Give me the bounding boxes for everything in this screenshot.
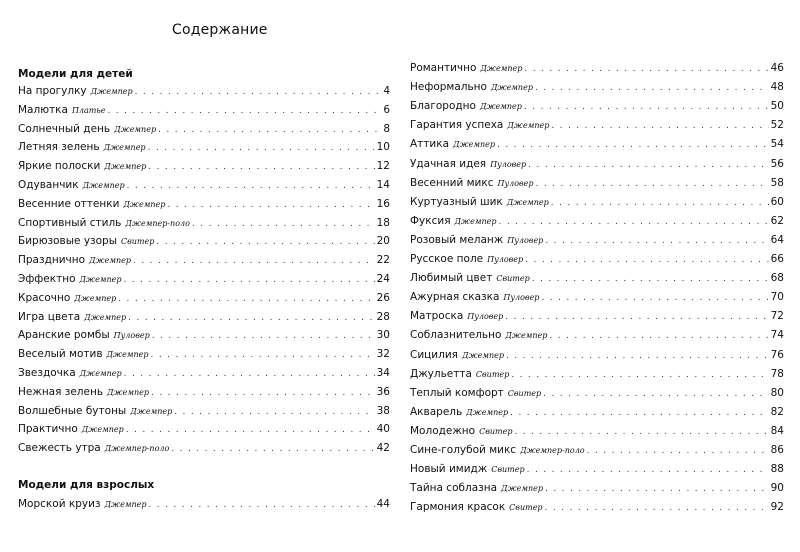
toc-entry bbox=[18, 422, 390, 436]
dot-leader bbox=[107, 104, 381, 118]
dot-leader bbox=[151, 386, 375, 400]
dot-leader bbox=[545, 482, 769, 496]
dot-leader bbox=[506, 349, 769, 363]
entry-title: Бирюзовые узоры bbox=[18, 235, 117, 248]
toc-entry bbox=[410, 195, 784, 209]
entry-page-number: 6 bbox=[383, 103, 390, 116]
entry-title: Сине-голубой микс bbox=[410, 444, 517, 456]
entry-garment-type: Джемпер bbox=[507, 121, 550, 131]
entry-page-number: 44 bbox=[376, 498, 390, 510]
entry-title: Фуксия bbox=[410, 214, 451, 227]
entry-garment-type: Джемпер bbox=[84, 312, 127, 322]
dot-leader bbox=[133, 254, 375, 268]
entry-title: Удачная идея bbox=[410, 157, 487, 170]
dot-leader bbox=[587, 444, 769, 458]
entry-page-number: 32 bbox=[376, 348, 390, 361]
entry-garment-type: Пуловер bbox=[490, 159, 527, 169]
toc-entry bbox=[18, 441, 390, 455]
entry-page-number: 24 bbox=[376, 273, 390, 285]
toc-entry bbox=[18, 159, 390, 173]
toc-entry bbox=[410, 462, 784, 476]
dot-leader bbox=[527, 463, 769, 477]
toc-entry bbox=[410, 176, 784, 190]
entry-page-number: 10 bbox=[376, 141, 390, 154]
entry-page-number: 58 bbox=[770, 176, 784, 189]
entry-title: Малютка bbox=[18, 103, 68, 116]
dot-leader bbox=[124, 367, 375, 381]
dot-leader bbox=[541, 291, 768, 305]
entry-page-number: 14 bbox=[376, 179, 390, 191]
toc-entry bbox=[18, 253, 390, 267]
entry-title: Весенние оттенки bbox=[18, 197, 120, 210]
toc-entry bbox=[410, 386, 784, 400]
dot-leader bbox=[497, 138, 769, 152]
entry-page-number: 38 bbox=[376, 404, 390, 417]
section-heading-kids: Модели для детей bbox=[18, 68, 133, 80]
toc-entry bbox=[410, 99, 784, 113]
entry-title: Волшебные бутоны bbox=[18, 404, 127, 417]
dot-leader bbox=[152, 329, 375, 343]
toc-entry bbox=[18, 497, 390, 511]
toc-entry bbox=[18, 385, 390, 399]
section-heading-adults: Модели для взрослых bbox=[18, 479, 155, 491]
entry-garment-type: Джемпер bbox=[104, 500, 147, 509]
entry-garment-type: Джемпер bbox=[501, 484, 543, 494]
entry-title: Ажурная сказка bbox=[410, 291, 500, 304]
entry-page-number: 4 bbox=[383, 85, 390, 97]
dot-leader bbox=[192, 217, 375, 231]
entry-garment-type: Джемпер-поло bbox=[125, 218, 190, 228]
entry-page-number: 52 bbox=[770, 119, 784, 132]
entry-page-number: 88 bbox=[770, 463, 784, 476]
entry-garment-type: Джемпер bbox=[81, 425, 124, 435]
entry-garment-type: Джемпер bbox=[479, 102, 522, 112]
entry-title: Молодежно bbox=[410, 424, 476, 437]
toc-entry bbox=[410, 405, 784, 419]
entry-title: Морской круиз bbox=[18, 498, 101, 510]
entry-page-number: 12 bbox=[376, 160, 390, 173]
dot-leader bbox=[528, 158, 768, 172]
entry-page-number: 66 bbox=[770, 253, 784, 265]
entry-garment-type: Джемпер bbox=[490, 83, 533, 93]
entry-page-number: 78 bbox=[770, 367, 784, 380]
dot-leader bbox=[535, 81, 769, 95]
entry-page-number: 48 bbox=[770, 81, 784, 94]
dot-leader bbox=[148, 160, 374, 174]
entry-title: Красочно bbox=[18, 291, 71, 304]
dot-leader bbox=[126, 423, 375, 437]
toc-entry bbox=[410, 61, 784, 75]
entry-page-number: 72 bbox=[770, 310, 784, 323]
dot-leader bbox=[532, 272, 769, 286]
dot-leader bbox=[123, 273, 374, 287]
entry-garment-type: Пуловер bbox=[503, 293, 540, 303]
entry-page-number: 74 bbox=[770, 329, 784, 342]
entry-title: Солнечный день bbox=[18, 122, 111, 135]
entry-garment-type: Пуловер bbox=[497, 178, 534, 188]
entry-page-number: 50 bbox=[770, 100, 784, 113]
entry-title: Теплый комфорт bbox=[410, 386, 504, 399]
dot-leader bbox=[499, 215, 769, 229]
entry-page-number: 30 bbox=[376, 329, 390, 342]
toc-entry bbox=[410, 137, 784, 151]
toc-entry bbox=[18, 84, 390, 98]
dot-leader bbox=[510, 406, 768, 420]
toc-entry bbox=[18, 216, 390, 230]
dot-leader bbox=[156, 235, 374, 249]
toc-entry bbox=[18, 234, 390, 248]
entry-title: Летняя зелень bbox=[18, 141, 100, 154]
entry-garment-type: Свитер bbox=[507, 388, 542, 398]
toc-entry bbox=[410, 481, 784, 495]
entry-title: Эффектно bbox=[18, 273, 76, 285]
entry-garment-type: Джемпер bbox=[90, 87, 133, 96]
entry-page-number: 92 bbox=[770, 501, 784, 514]
toc-entry bbox=[18, 122, 390, 136]
dot-leader bbox=[524, 62, 768, 76]
dot-leader bbox=[135, 85, 382, 99]
dot-leader bbox=[171, 442, 374, 456]
entry-title: Игра цвета bbox=[18, 310, 81, 323]
entry-page-number: 18 bbox=[376, 216, 390, 229]
entry-title: Соблазнительно bbox=[410, 329, 502, 342]
toc-entry bbox=[410, 309, 784, 323]
entry-page-number: 64 bbox=[770, 233, 784, 246]
dot-leader bbox=[167, 198, 374, 212]
entry-page-number: 54 bbox=[770, 138, 784, 151]
toc-entry bbox=[410, 271, 784, 285]
entry-page-number: 28 bbox=[376, 310, 390, 323]
entry-garment-type: Джемпер bbox=[79, 369, 122, 378]
entry-title: Розовый меланж bbox=[410, 233, 504, 246]
toc-entry bbox=[410, 443, 784, 457]
entry-garment-type: Джемпер bbox=[89, 256, 132, 266]
dot-leader bbox=[545, 234, 768, 248]
dot-leader bbox=[545, 501, 769, 515]
toc-entry bbox=[410, 252, 784, 266]
dot-leader bbox=[158, 123, 381, 137]
dot-leader bbox=[505, 310, 768, 324]
dot-leader bbox=[543, 387, 768, 401]
entry-title: Любимый цвет bbox=[410, 272, 493, 285]
entry-title: Гарантия успеха bbox=[410, 119, 504, 132]
entry-title: Веселый мотив bbox=[18, 348, 103, 361]
toc-entry bbox=[410, 328, 784, 342]
dot-leader bbox=[551, 119, 768, 133]
entry-title: Одуванчик bbox=[18, 179, 79, 191]
entry-title: Матроска bbox=[410, 310, 464, 323]
toc-entry bbox=[410, 233, 784, 247]
toc-entry bbox=[410, 348, 784, 362]
entry-garment-type: Джемпер bbox=[79, 275, 122, 284]
entry-page-number: 68 bbox=[770, 272, 784, 285]
entry-page-number: 60 bbox=[770, 195, 784, 208]
entry-garment-type: Пуловер bbox=[487, 255, 524, 264]
entry-page-number: 84 bbox=[770, 424, 784, 437]
entry-garment-type: Свитер bbox=[121, 237, 155, 247]
entry-garment-type: Джемпер bbox=[104, 162, 147, 172]
dot-leader bbox=[514, 425, 768, 439]
entry-page-number: 82 bbox=[770, 405, 784, 418]
entry-garment-type: Джемпер bbox=[461, 350, 504, 360]
toc-entry bbox=[410, 500, 784, 514]
entry-garment-type: Джемпер bbox=[480, 64, 523, 73]
entry-garment-type: Джемпер bbox=[466, 407, 509, 417]
entry-garment-type: Свитер bbox=[479, 426, 513, 436]
entry-title: Яркие полоски bbox=[18, 160, 101, 173]
entry-garment-type: Джемпер bbox=[74, 293, 117, 303]
entry-garment-type: Джемпер bbox=[103, 143, 146, 153]
dot-leader bbox=[151, 348, 375, 362]
entry-title: Новый имидж bbox=[410, 463, 488, 476]
entry-garment-type: Джемпер bbox=[114, 124, 157, 134]
toc-entry bbox=[410, 214, 784, 228]
entry-title: Тайна соблазна bbox=[410, 482, 498, 495]
dot-leader bbox=[174, 405, 374, 419]
entry-title: На прогулку bbox=[18, 85, 87, 97]
toc-entry bbox=[410, 118, 784, 132]
toc-entry bbox=[18, 103, 390, 117]
entry-title: Весенний микс bbox=[410, 176, 494, 189]
entry-page-number: 16 bbox=[376, 197, 390, 210]
entry-garment-type: Джемпер bbox=[505, 331, 548, 341]
toc-entry bbox=[18, 291, 390, 305]
entry-garment-type: Джемпер bbox=[82, 181, 125, 190]
entry-page-number: 46 bbox=[770, 62, 784, 74]
entry-garment-type: Джемпер bbox=[123, 199, 166, 209]
entry-title: Неформально bbox=[410, 81, 487, 94]
entry-garment-type: Джемпер-поло bbox=[104, 444, 170, 454]
toc-entry bbox=[18, 310, 390, 324]
entry-page-number: 26 bbox=[376, 291, 390, 304]
dot-leader bbox=[148, 498, 374, 512]
toc-entry bbox=[18, 404, 390, 418]
dot-leader bbox=[511, 368, 768, 382]
toc-entry bbox=[410, 80, 784, 94]
dot-leader bbox=[118, 292, 374, 306]
dot-leader bbox=[128, 311, 374, 325]
toc-entry bbox=[18, 347, 390, 361]
entry-page-number: 80 bbox=[770, 386, 784, 399]
entry-garment-type: Джемпер bbox=[506, 197, 549, 207]
entry-page-number: 34 bbox=[376, 367, 390, 379]
entry-garment-type: Свитер bbox=[496, 274, 530, 284]
entry-garment-type: Платье bbox=[71, 105, 106, 115]
toc-entry bbox=[18, 178, 390, 192]
entry-page-number: 90 bbox=[770, 482, 784, 495]
toc-entry bbox=[18, 272, 390, 286]
entry-page-number: 20 bbox=[376, 235, 390, 248]
entry-page-number: 42 bbox=[376, 442, 390, 455]
toc-entry bbox=[18, 140, 390, 154]
toc-entry bbox=[410, 290, 784, 304]
entry-garment-type: Пуловер bbox=[507, 235, 544, 245]
entry-title: Гармония красок bbox=[410, 501, 506, 514]
entry-garment-type: Пуловер bbox=[113, 331, 150, 341]
entry-page-number: 22 bbox=[376, 254, 390, 267]
entry-page-number: 36 bbox=[376, 385, 390, 398]
toc-entry bbox=[410, 157, 784, 171]
entry-garment-type: Джемпер-поло bbox=[520, 446, 585, 455]
entry-title: Благородно bbox=[410, 100, 476, 113]
entry-page-number: 86 bbox=[770, 444, 784, 456]
entry-page-number: 56 bbox=[770, 157, 784, 170]
toc-entry bbox=[410, 367, 784, 381]
dot-leader bbox=[524, 100, 769, 114]
entry-page-number: 70 bbox=[770, 291, 784, 304]
toc-entry bbox=[18, 366, 390, 380]
entry-title: Романтично bbox=[410, 62, 477, 74]
entry-title: Русское поле bbox=[410, 253, 484, 265]
entry-garment-type: Свитер bbox=[509, 503, 543, 513]
entry-garment-type: Свитер bbox=[491, 465, 525, 475]
dot-leader bbox=[127, 179, 375, 193]
entry-garment-type: Пуловер bbox=[467, 312, 504, 322]
entry-garment-type: Свитер bbox=[475, 369, 510, 379]
entry-title: Джульетта bbox=[410, 367, 472, 380]
page-title: Содержание bbox=[172, 22, 268, 38]
entry-page-number: 40 bbox=[376, 423, 390, 436]
entry-title: Практично bbox=[18, 423, 78, 436]
entry-garment-type: Джемпер bbox=[106, 350, 149, 360]
entry-title: Звездочка bbox=[18, 367, 76, 379]
entry-garment-type: Джемпер bbox=[453, 140, 496, 150]
entry-title: Свежесть утра bbox=[18, 442, 101, 455]
entry-page-number: 8 bbox=[383, 122, 390, 135]
toc-entry bbox=[410, 424, 784, 438]
dot-leader bbox=[525, 253, 768, 267]
entry-title: Куртуазный шик bbox=[410, 195, 503, 208]
dot-leader bbox=[536, 177, 769, 191]
entry-title: Нежная зелень bbox=[18, 385, 104, 398]
entry-title: Аранские ромбы bbox=[18, 329, 110, 342]
entry-garment-type: Джемпер bbox=[107, 387, 150, 397]
entry-title: Празднично bbox=[18, 254, 86, 267]
toc-entry bbox=[18, 197, 390, 211]
entry-title: Сицилия bbox=[410, 348, 458, 361]
entry-title: Акварель bbox=[410, 405, 463, 418]
entry-title: Спортивный стиль bbox=[18, 216, 122, 229]
toc-entry bbox=[18, 328, 390, 342]
dot-leader bbox=[148, 141, 375, 155]
entry-page-number: 62 bbox=[770, 214, 784, 227]
entry-garment-type: Джемпер bbox=[130, 406, 173, 416]
dot-leader bbox=[549, 329, 768, 343]
entry-page-number: 76 bbox=[770, 348, 784, 361]
dot-leader bbox=[551, 196, 769, 210]
entry-garment-type: Джемпер bbox=[454, 216, 497, 226]
entry-title: Аттика bbox=[410, 138, 450, 151]
